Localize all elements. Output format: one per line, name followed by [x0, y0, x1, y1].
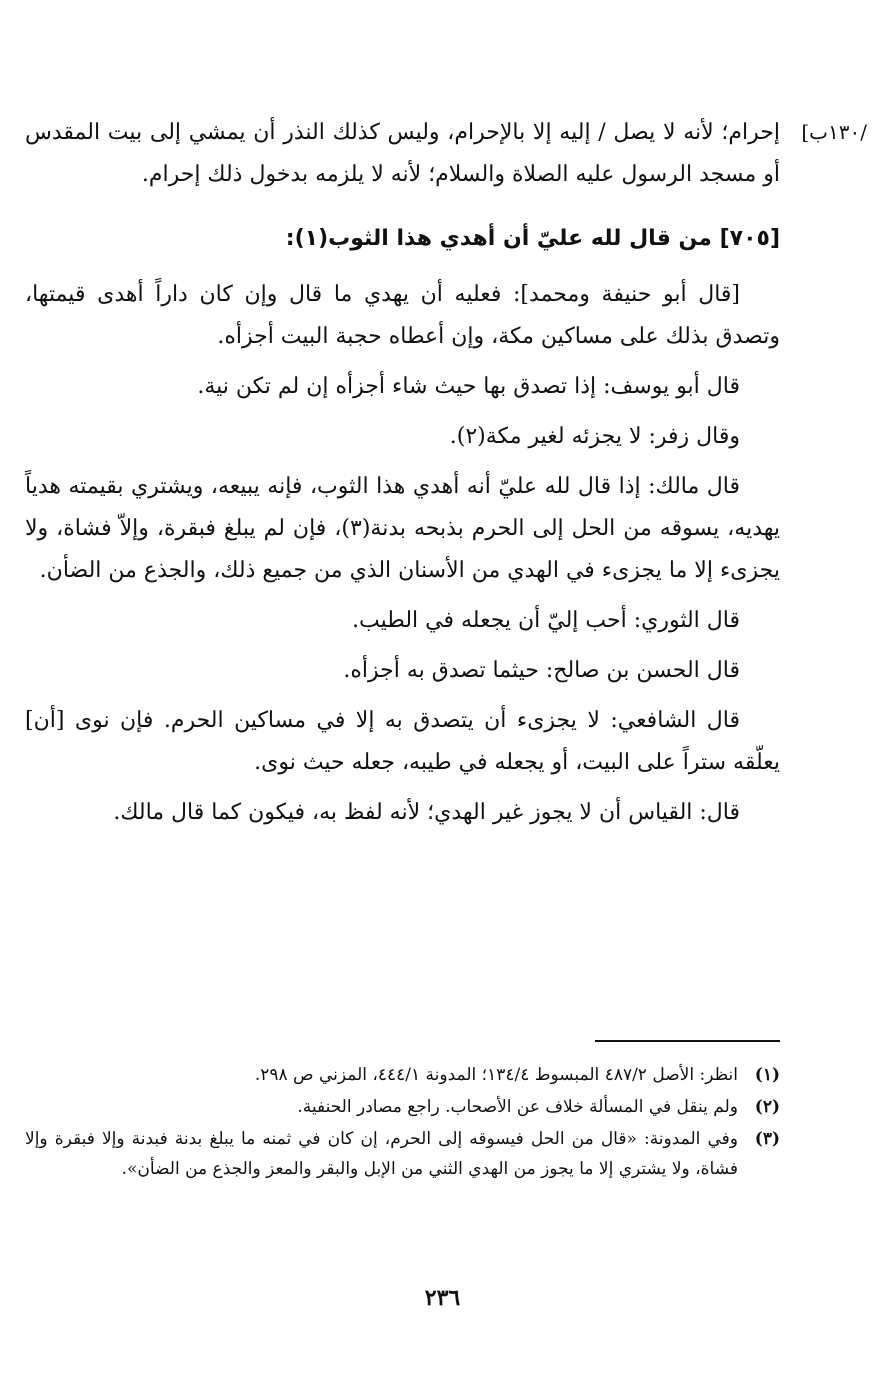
footnote: [25, 1092, 780, 1122]
footnote-text: ولم ينقل في المسألة خلاف عن الأصحاب. راجع مصادر الحنفية.: [297, 1097, 738, 1117]
page-number: ٢٣٦: [424, 1285, 461, 1311]
paragraph-thawri: قال الثوري: أحب إليّ أن يجعله في الطيب.: [352, 608, 740, 633]
footnotes: [25, 1060, 780, 1186]
paragraph-zufar: وقال زفر: لا يجزئه لغير مكة(٢).: [449, 424, 740, 449]
footnote: [25, 1060, 780, 1090]
paragraph-abu-hanifa: [قال أبو حنيفة ومحمد]: فعليه أن يهدي ما قال وإن كان داراً أهدى قيمتها، وتصدق بذلك على مساكين مكة، وإن أعطاه حجبة البيت أجزأه.: [25, 282, 780, 349]
paragraph-abu-yusuf: قال أبو يوسف: إذا تصدق بها حيث شاء أجزأه إن لم تكن نية.: [197, 374, 740, 399]
footnote: [25, 1124, 780, 1184]
footnote-number: (١): [754, 1065, 780, 1085]
main-text: [25, 112, 780, 834]
footnote-number: (٢): [754, 1097, 780, 1117]
paragraph-malik: قال مالك: إذا قال لله عليّ أنه أهدي هذا الثوب، فإنه يبيعه، ويشتري بقيمته هدياً يهديه، يسوقه من الحل إلى الحرم بذبحه بدنة(٣)، فإن لم يبلغ فبقرة، وإلاّ فشاة، ولا يجزىء إلا ما يجزىء في الهدي من الأسنان الذي من جميع ذلك، والجذع من الضأن.: [25, 474, 781, 583]
paragraph-shafii: قال الشافعي: لا يجزىء أن يتصدق به إلا في مساكين الحرم. فإن نوى [أن] يعلّقه ستراً على البيت، أو يجعله في طيبه، جعله حيث نوى.: [25, 708, 780, 775]
footnote-divider: [595, 1040, 780, 1042]
footnote-text: وفي المدونة: «قال من الحل فيسوقه إلى الحرم، إن كان في ثمنه ما يبلغ بدنة فبدنة وإلا فبقرة وإلا فشاة، ولا يشتري إلا ما يجوز من الهدي الثني من الإبل والبقر والمعز والجذع من الضأن».: [25, 1129, 738, 1179]
paragraph-qiyas: قال: القياس أن لا يجوز غير الهدي؛ لأنه لفظ به، فيكون كما قال مالك.: [113, 800, 740, 825]
footnote-text: انظر: الأصل ٤٨٧/٢ المبسوط ١٣٤/٤؛ المدونة ٤٤٤/١، المزني ص ٢٩٨.: [254, 1065, 738, 1085]
section-heading: [٧٠٥] من قال لله عليّ أن أهدي هذا الثوب(١):: [285, 226, 780, 251]
paragraph-hasan: قال الحسن بن صالح: حيثما تصدق به أجزأه.: [343, 658, 740, 683]
paragraph-continuation: إحرام؛ لأنه لا يصل / إليه إلا بالإحرام، وليس كذلك النذر أن يمشي إلى بيت المقدس أو مسجد الرسول عليه الصلاة والسلام؛ لأنه لا يلزمه بدخول ذلك إحرام.: [25, 120, 780, 187]
footnote-number: (٣): [754, 1129, 780, 1149]
manuscript-folio-marker: /١٣٠ب]: [801, 120, 867, 144]
